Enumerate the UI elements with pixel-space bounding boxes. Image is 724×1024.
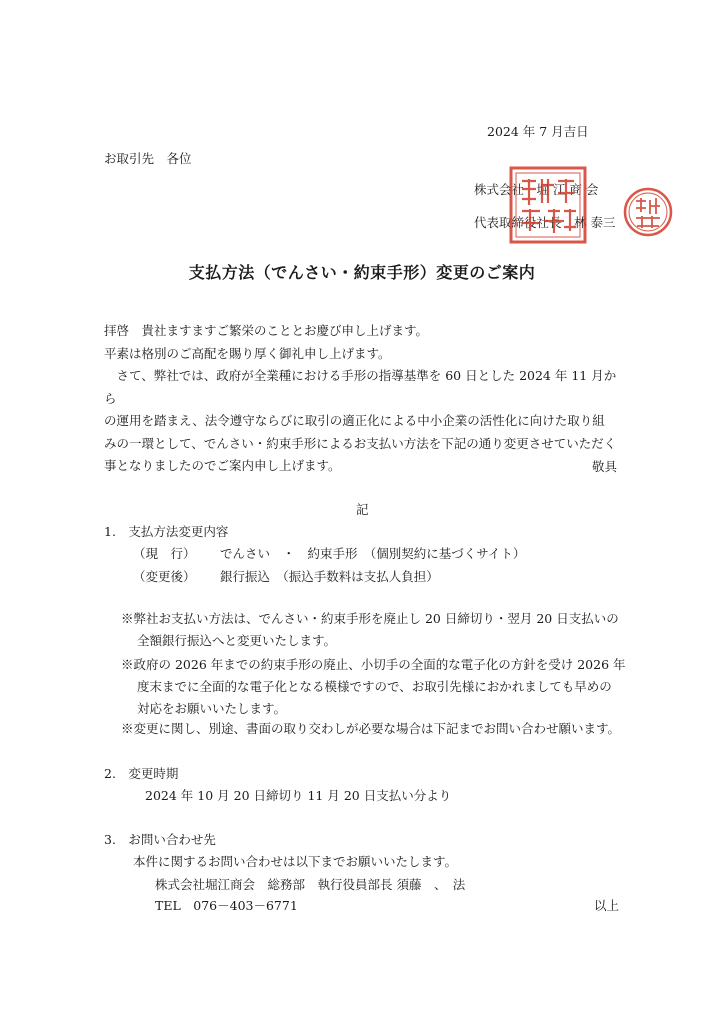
body-line: 拝啓 貴社ますますご繁栄のこととお慶び申し上げます。 — [104, 323, 429, 338]
end-ijou: 以上 — [594, 898, 620, 913]
company-seal — [508, 165, 588, 245]
current-method-value: でんさい ・ 約束手形 （個別契約に基づくサイト） — [220, 546, 526, 561]
note2-line: ※政府の 2026 年までの約束手形の廃止、小切手の全面的な電子化の方針を受け 2026 年 — [121, 657, 626, 672]
note2-line: 対応をお願いいたします。 — [137, 701, 287, 716]
representative-name: 代表取締役社長 林 泰三 — [474, 215, 616, 230]
note1-line: ※弊社お支払い方法は、でんさい・約束手形を廃止し 20 日締切り・翌月 20 日支払いの — [121, 611, 619, 626]
body-text — [104, 320, 624, 478]
new-method-value: 銀行振込 （振込手数料は支払人負担） — [220, 569, 439, 584]
section1-heading: 1. 支払方法変更内容 — [104, 524, 229, 539]
company-name: 株式会社 堀 江 商 会 — [474, 182, 599, 197]
addressee: お取引先 各位 — [104, 151, 192, 166]
section2-heading: 2. 変更時期 — [104, 766, 179, 781]
document-date: 2024 年 7 月吉日 — [487, 124, 589, 139]
body-line: の運用を踏まえ、法令遵守ならびに取引の適正化による中小企業の活性化に向けた取り組 — [104, 413, 605, 428]
closing-keigu: 敬具 — [592, 459, 618, 474]
ki-heading: 記 — [356, 502, 369, 517]
body-line: さて、弊社では、政府が全業種における手形の指導基準を 60 日とした 2024 年 11 月から — [104, 368, 617, 406]
note1-line: 全額銀行振込へと変更いたします。 — [137, 633, 337, 648]
section3-heading: 3. お問い合わせ先 — [104, 832, 216, 847]
body-line: 事となりましたのでご案内申し上げます。 — [104, 458, 341, 473]
body-line: みの一環として、でんさい・約束手形によるお支払い方法を下記の通り変更させていただく — [104, 435, 617, 451]
new-method-label: （変更後） — [133, 569, 196, 584]
note2-line: 度末までに全面的な電子化となる模様ですので、お取引先様におかれましても早めの — [137, 679, 612, 694]
note3: ※変更に関し、別途、書面の取り交わしが必要な場合は下記までお問い合わせ願います。 — [121, 721, 621, 736]
contact-person: 株式会社堀江商会 総務部 執行役員部長 須藤 、 法 — [155, 877, 466, 892]
contact-intro: 本件に関するお問い合わせは以下までお願いいたします。 — [133, 854, 458, 869]
representative-seal — [622, 186, 674, 238]
contact-tel: TEL 076－403－6771 — [155, 898, 298, 913]
body-line: 平素は格別のご高配を賜り厚く御礼申し上げます。 — [104, 345, 391, 361]
document-title: 支払方法（でんさい・約束手形）変更のご案内 — [188, 263, 536, 282]
current-method-label: （現 行） — [133, 546, 196, 561]
change-timing: 2024 年 10 月 20 日締切り 11 月 20 日支払い分より — [145, 788, 452, 803]
